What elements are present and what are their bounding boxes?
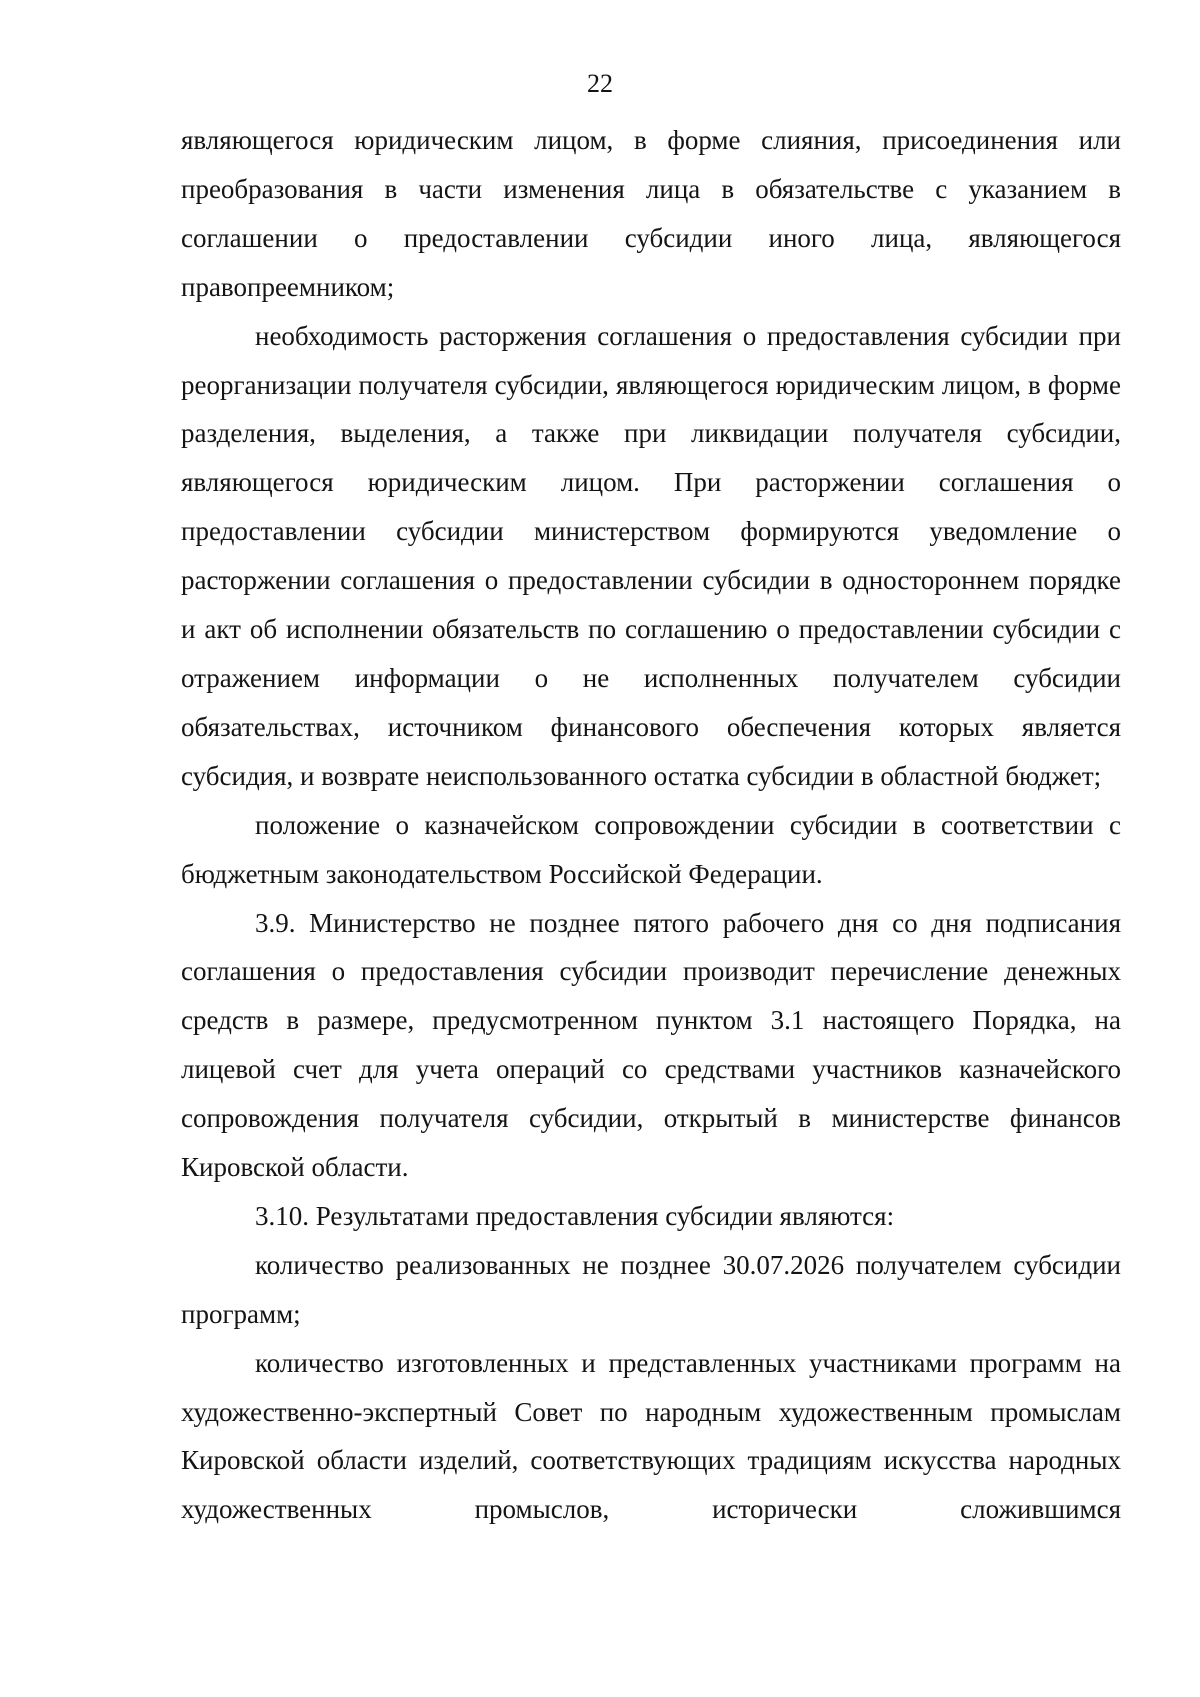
paragraph-3-9-transfer: 3.9. Министерство не позднее пятого рабочего дня со дня подписания соглашения о предоставления субсидии производит перечисление денежных средств в размере, предусмотренном пунктом 3.1 настоящего Порядка, на лицевой счет для учета операций со средствами участников казначейского сопровождения получателя субсидии, открытый в министерстве финансов Кировской области. — [181, 907, 1121, 1183]
paragraph-3-10-results: 3.10. Результатами предоставления субсидии являются: — [255, 1200, 895, 1231]
paragraph-treasury-support: положение о казначейском сопровождении субсидии в соответствии с бюджетным законодательством Российской Федерации. — [181, 809, 1121, 889]
paragraph-termination-conditions: необходимость расторжения соглашения о предоставления субсидии при реорганизации получателя субсидии, являющегося юридическим лицом, в форме разделения, выделения, а также при ликвидации получателя субсидии, являющегося юридическим лицом. При расторжении соглашения о предоставлении субсидии министерством формируются уведомление о расторжении соглашения о предоставлении субсидии в одностороннем порядке и акт об исполнении обязательств по соглашению о предоставлении субсидии с отражением информации о не исполненных получателем субсидии обязательствах, источником финансового обеспечения которых является субсидия, и возврате неиспользованного остатка субсидии в областной бюджет; — [181, 320, 1121, 791]
paragraph-products-count: количество изготовленных и представленных участниками программ на художественно-экспертный Совет по народным художественным промыслам Кировской области изделий, соответствующих традициям искусства народных художественных промыслов, исторически сложившимся — [181, 1347, 1121, 1525]
document-body — [181, 116, 1121, 1534]
paragraph-reorganization-merger: являющегося юридическим лицом, в форме слияния, присоединения или преобразования в части изменения лица в обязательстве с указанием в соглашении о предоставлении субсидии иного лица, являющегося правопреемником; — [181, 125, 1121, 302]
page-number: 22 — [587, 69, 613, 98]
paragraph-programs-count: количество реализованных не позднее 30.07.2026 получателем субсидии программ; — [181, 1249, 1121, 1329]
